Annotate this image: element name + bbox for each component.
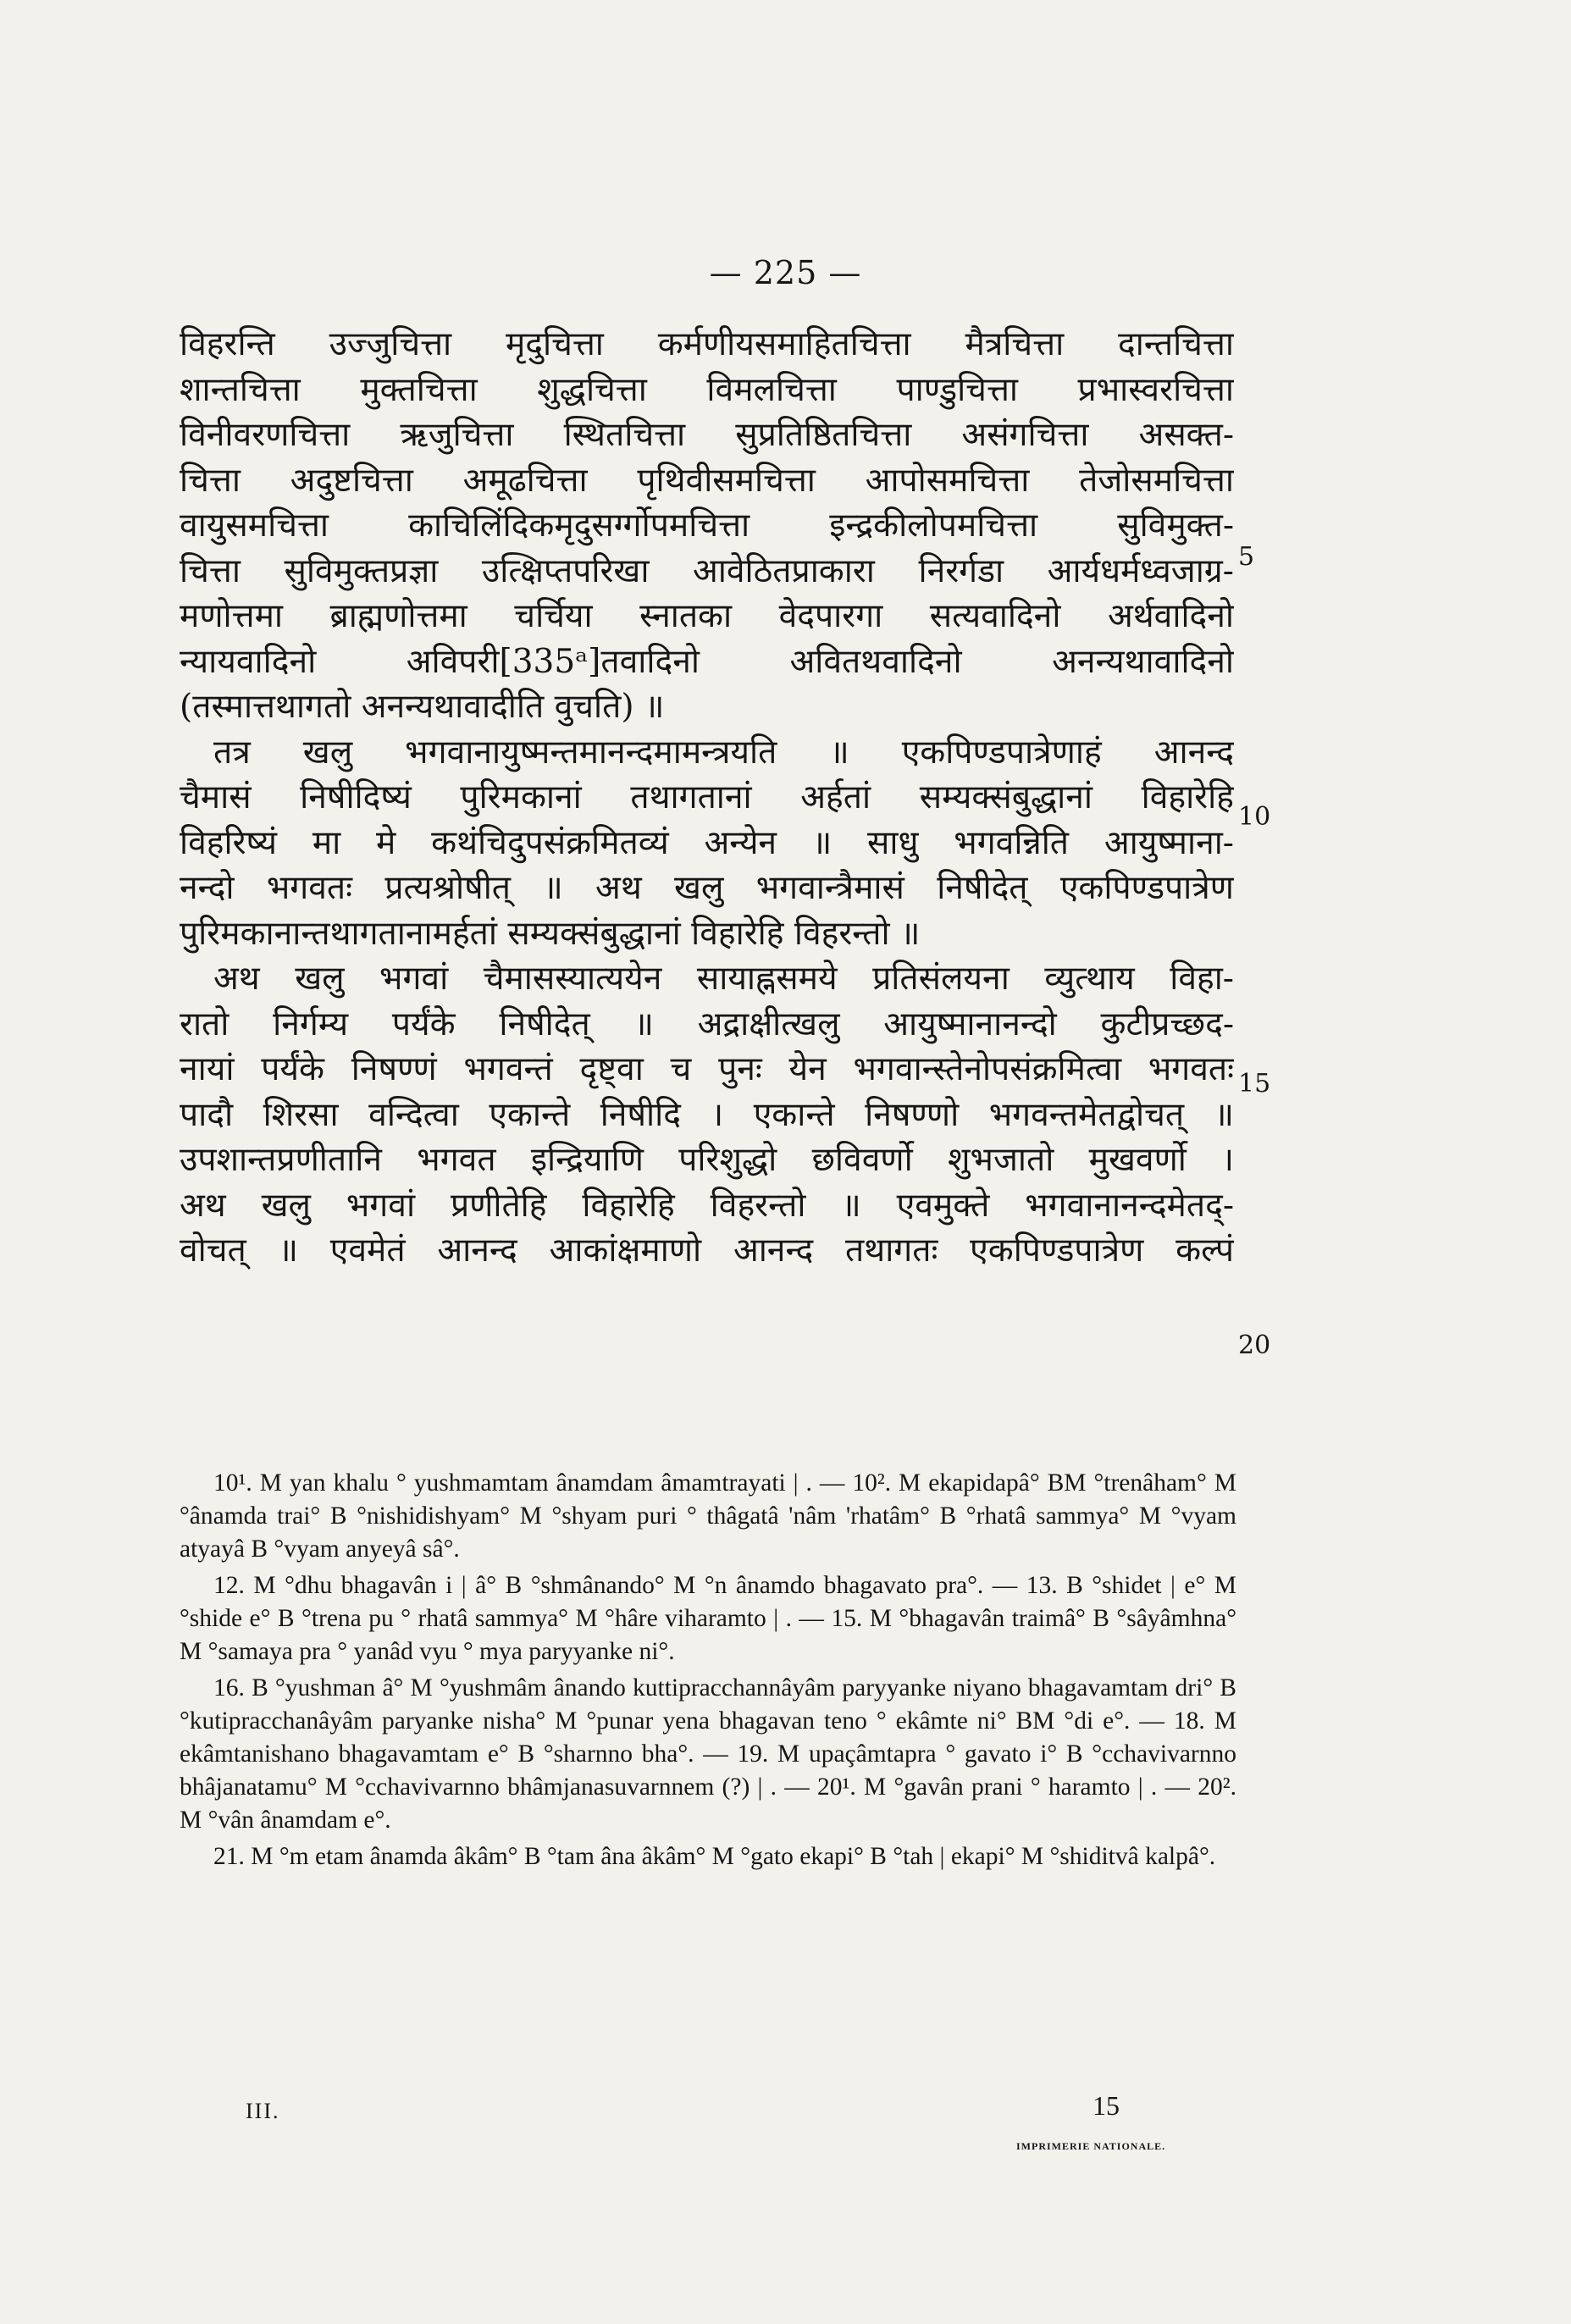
footnote: 21. M °m etam ânamda âkâm° B °tam âna âkâm° M °gato ekapi° B °tah | ekapi° M °shiditvâ kalpâ°. — [213, 1843, 1216, 1870]
line-number: 15 — [1238, 1069, 1271, 1098]
text-line: अथ खलु भगवां चैमासस्यात्ययेन सायाह्नसमये प्रतिसंलयना व्युत्थाय विहा- — [213, 960, 1234, 998]
line-number: 5 — [1238, 542, 1255, 572]
text-line: पुरिमकानान्तथागतानामर्हतां सम्यक्संबुद्धानां विहारेहि विहरन्तो ॥ — [180, 914, 921, 953]
line-number: 20 — [1238, 1331, 1271, 1360]
text-line: चित्ता अदुष्टचित्ता अमूढचित्ता पृथिवीसमचित्ता आपोसमचित्ता तेजोसमचित्ता — [180, 461, 1234, 500]
text-line: उपशान्तप्रणीतानि भगवत इन्द्रियाणि परिशुद्धो छविवर्णो शुभजातो मुखवर्णो । — [180, 1141, 1234, 1179]
text-line: शान्तचित्ता मुक्तचित्ता शुद्धचित्ता विमलचित्ता पाण्डुचित्ता प्रभास्वरचित्ता — [180, 370, 1234, 409]
text-line: पादौ शिरसा वन्दित्वा एकान्ते निषीदि । एकान्ते निषण्णो भगवन्तमेतद्वोचत् ॥ — [180, 1095, 1234, 1134]
text-line: न्यायवादिनो अविपरी[335ᵃ]तवादिनो अवितथवादिनो अनन्यथावादिनो — [180, 642, 1234, 681]
text-line: वोचत् ॥ एवमेतं आनन्द आकांक्षमाणो आनन्द तथागतः एकपिण्डपात्रेण कल्पं — [180, 1231, 1234, 1270]
page-number: — 225 — — [709, 254, 862, 291]
text-line: वायुसमचित्ता काचिलिंदिकमृदुसर्ग्गोपमचित्ता इन्द्रकीलोपमचित्ता सुविमुक्त- — [180, 506, 1234, 545]
text-line: विनीवरणचित्ता ऋजुचित्ता स्थितचित्ता सुप्रतिष्ठितचित्ता असंगचित्ता असक्त- — [180, 416, 1234, 454]
text-line: विहरिष्यं मा मे कथंचिदुपसंक्रमितव्यं अन्येन ॥ साधु भगवन्निति आयुष्माना- — [180, 823, 1234, 862]
footnote: 12. M °dhu bhagavân i | â° B °shmânando° M °n ânamdo bhagavato pra°. — 13. B °shidet | e° M °shide e° B °trena pu ° rhatâ sammya° M °hâre viharamto | . — 15. M °bhagavân traimâ° B °sâyâmhna° M °samaya pra ° yanâd vyu ° mya paryyanke ni°. — [180, 1572, 1236, 1665]
text-line: विहरन्ति उज्जुचित्ता मृदुचित्ता कर्मणीयसमाहितचित्ता मैत्रचित्ता दान्तचित्ता — [180, 325, 1234, 363]
text-line: रातो निर्गम्य पर्यंके निषीदेत् ॥ अद्राक्षीत्खलु आयुष्मानानन्दो कुटीप्रच्छद- — [180, 1004, 1234, 1043]
sheet-number: 15 — [1093, 2090, 1120, 2121]
footnotes — [180, 1467, 1236, 1877]
text-line: नायां पर्यंके निषण्णं भगवन्तं दृष्ट्वा च पुनः येन भगवान्स्तेनोपसंक्रमित्वा भगवतः — [180, 1050, 1234, 1088]
text-line: नन्दो भगवतः प्रत्यश्रोषीत् ॥ अथ खलु भगवान्त्रैमासं निषीदेत् एकपिण्डपात्रेण — [180, 869, 1234, 907]
text-line: तत्र खलु भगवानायुष्मन्तमानन्दमामन्त्रयति ॥ एकपिण्डपात्रेणाहं आनन्द — [213, 733, 1234, 772]
text-line: अथ खलु भगवां प्रणीतेहि विहारेहि विहरन्तो ॥ एवमुक्ते भगवानानन्दमेतद्- — [180, 1186, 1234, 1225]
main-text — [180, 322, 1234, 1274]
text-line: मणोत्तमा ब्राह्मणोत्तमा चर्चिया स्नातका वेदपारगा सत्यवादिनो अर्थवादिनो — [180, 597, 1234, 635]
text-line: (तस्मात्तथागतो अनन्यथावादीति वुचति) ॥ — [180, 688, 665, 726]
printer-imprint: IMPRIMERIE NATIONALE. — [1016, 2140, 1166, 2152]
footnote: 10¹. M yan khalu ° yushmamtam ânamdam âmamtrayati | . — 10². M ekapidapâ° BM °trenâham° M °ânamda trai° B °nishidishyam° M °shyam puri ° thâgatâ 'nâm 'rhatâm° B °rhatâ sammya° M °vyam atyayâ B °vyam anyeyâ sâ°. — [180, 1469, 1236, 1563]
text-line: चित्ता सुविमुक्तप्रज्ञा उत्क्षिप्तपरिखा आवेठितप्राकारा निरर्गडा आर्यधर्मध्वजाग्र- — [180, 551, 1234, 590]
line-number: 10 — [1238, 802, 1271, 832]
text-line: चैमासं निषीदिष्यं पुरिमकानां तथागतानां अर्हतां सम्यक्संबुद्धानां विहारेहि — [180, 778, 1234, 816]
footnote: 16. B °yushman â° M °yushmâm ânando kuttipracchannâyâm paryyanke niyano bhagavamtam dri° B °kutipracchanâyâm paryanke nisha° M °punar yena bhagavan teno ° ekâmte ni° BM °di e°. — 18. M ekâmtanishano bhagavamtam e° B °sharnno bha°. — 19. M upaçâmtapra ° gavato i° B °cchavivarnno bhâjanatamu° M °cchavivarnno bhâmjanasuvarnnem (?) | . — 20¹. M °gavân prani ° haramto | . — 20². M °vân ânamdam e°. — [180, 1674, 1236, 1834]
signature-mark: III. — [246, 2099, 280, 2123]
